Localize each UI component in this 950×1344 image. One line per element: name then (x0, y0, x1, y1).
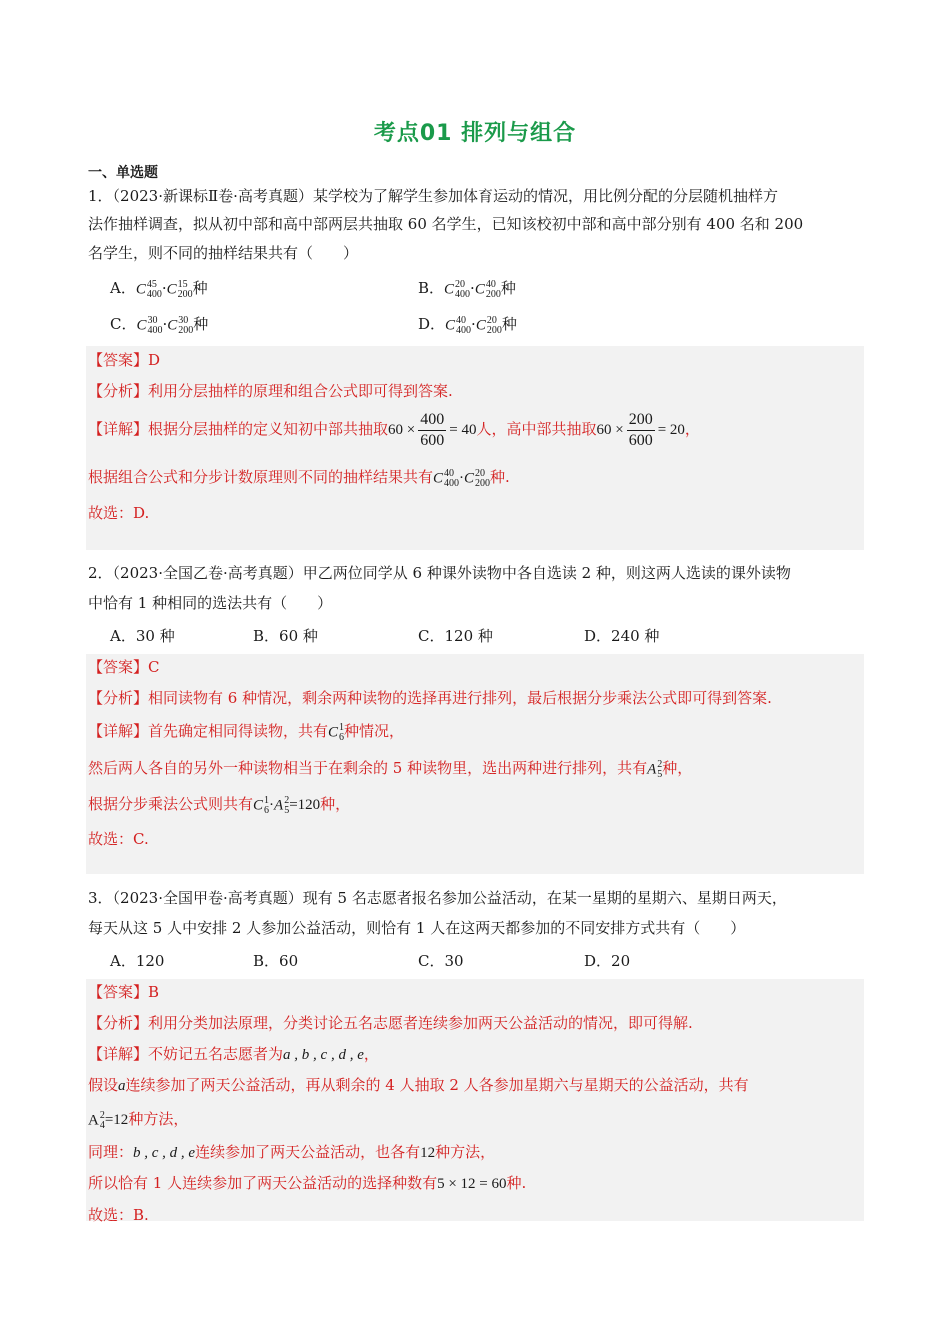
q3-detail-line3: A 2 4 =12种方法， (88, 1109, 189, 1131)
q2-stem-line2: 中恰有 1 种相同的选法共有（ ） (88, 594, 333, 612)
q3-detail-line5: 所以恰有 1 人连续参加了两天公益活动的选择种数有5 × 12 = 60种. (88, 1174, 527, 1192)
q3-option-b[interactable]: B．60 (253, 952, 299, 970)
q3-option-a[interactable]: A．120 (110, 952, 165, 970)
q2-option-d[interactable]: D．240 种 (584, 627, 660, 645)
q2-detail-line1: 【详解】首先确定相同得读物，共有C 1 6 种情况， (88, 721, 405, 743)
q1-stem-line3: 名学生，则不同的抽样结果共有（ ） (88, 244, 359, 262)
q1-stem-line1: 1．（2023·新课标Ⅱ卷·高考真题）某学校为了解学生参加体育运动的情况，用比例分配的分层随机抽样方 (88, 187, 778, 205)
q1-option-c[interactable]: C．C 30 400 ·C 30 200 种 (110, 314, 209, 336)
q3-detail-line4: 同理：b , c , d , e连续参加了两天公益活动，也各有12种方法， (88, 1143, 496, 1161)
q2-option-a[interactable]: A．30 种 (110, 627, 175, 645)
q2-detail-line2: 然后两人各自的另外一种读物相当于在剩余的 5 种读物里，选出两种进行排列，共有A 2 5 种， (88, 758, 693, 780)
q3-choose: 故选：B. (88, 1206, 149, 1224)
q2-stem-line1: 2．（2023·全国乙卷·高考真题）甲乙两位同学从 6 种课外读物中各自选读 2 种，则这两人选读的课外读物 (88, 564, 791, 582)
q1-option-a[interactable]: A．C 45 400 ·C 15 200 种 (110, 278, 208, 300)
q2-choose: 故选：C. (88, 830, 149, 848)
q2-option-c[interactable]: C．120 种 (418, 627, 493, 645)
q2-option-b[interactable]: B．60 种 (253, 627, 318, 645)
q2-answer: 【答案】C (88, 658, 160, 676)
q1-detail-line1: 【详解】根据分层抽样的定义知初中部共抽取60 × $\frac{400}{600}$ = 40人，高中部共抽取60 × $\frac{200}{600}$ = 20， (88, 411, 700, 449)
q3-option-d[interactable]: D．20 (584, 952, 631, 970)
q2-analysis: 【分析】相同读物有 6 种情况，剩余两种读物的选择再进行排列，最后根据分步乘法公式即可得到答案. (88, 689, 772, 707)
q3-detail-line2: 假设a连续参加了两天公益活动，再从剩余的 4 人抽取 2 人各参加星期六与星期天的公益活动，共有 (88, 1076, 749, 1094)
q1-answer: 【答案】D (88, 351, 161, 369)
q3-option-c[interactable]: C．30 (418, 952, 464, 970)
q1-detail-line2: 根据组合公式和分步计数原理则不同的抽样结果共有C 40 400 ·C 20 200 种. (88, 467, 510, 489)
q3-detail-line1: 【详解】不妨记五名志愿者为a , b , c , d , e， (88, 1045, 379, 1063)
q3-stem-line2: 每天从这 5 人中安排 2 人参加公益活动，则恰有 1 人在这两天都参加的不同安排方式共有（ ） (88, 919, 746, 937)
q1-option-b[interactable]: B．C 20 400 ·C 40 200 种 (418, 278, 516, 300)
q3-answer: 【答案】B (88, 983, 160, 1001)
q3-stem-line1: 3．（2023·全国甲卷·高考真题）现有 5 名志愿者报名参加公益活动，在某一星期的星期六、星期日两天， (88, 889, 787, 907)
q1-option-d[interactable]: D．C 40 400 ·C 20 200 种 (418, 314, 517, 336)
page-title: 考点01 排列与组合 (373, 121, 577, 146)
section-heading: 一、单选题 (88, 165, 158, 181)
q1-stem-line2: 法作抽样调查，拟从初中部和高中部两层共抽取 60 名学生，已知该校初中部和高中部分别有 400 名和 200 (88, 215, 804, 233)
q2-detail-line3: 根据分步乘法公式则共有C 1 6 ·A 2 5 =120种， (88, 794, 351, 816)
q1-choose: 故选：D. (88, 504, 150, 522)
q3-analysis: 【分析】利用分类加法原理，分类讨论五名志愿者连续参加两天公益活动的情况，即可得解. (88, 1014, 693, 1032)
q1-analysis: 【分析】利用分层抽样的原理和组合公式即可得到答案. (88, 382, 453, 400)
